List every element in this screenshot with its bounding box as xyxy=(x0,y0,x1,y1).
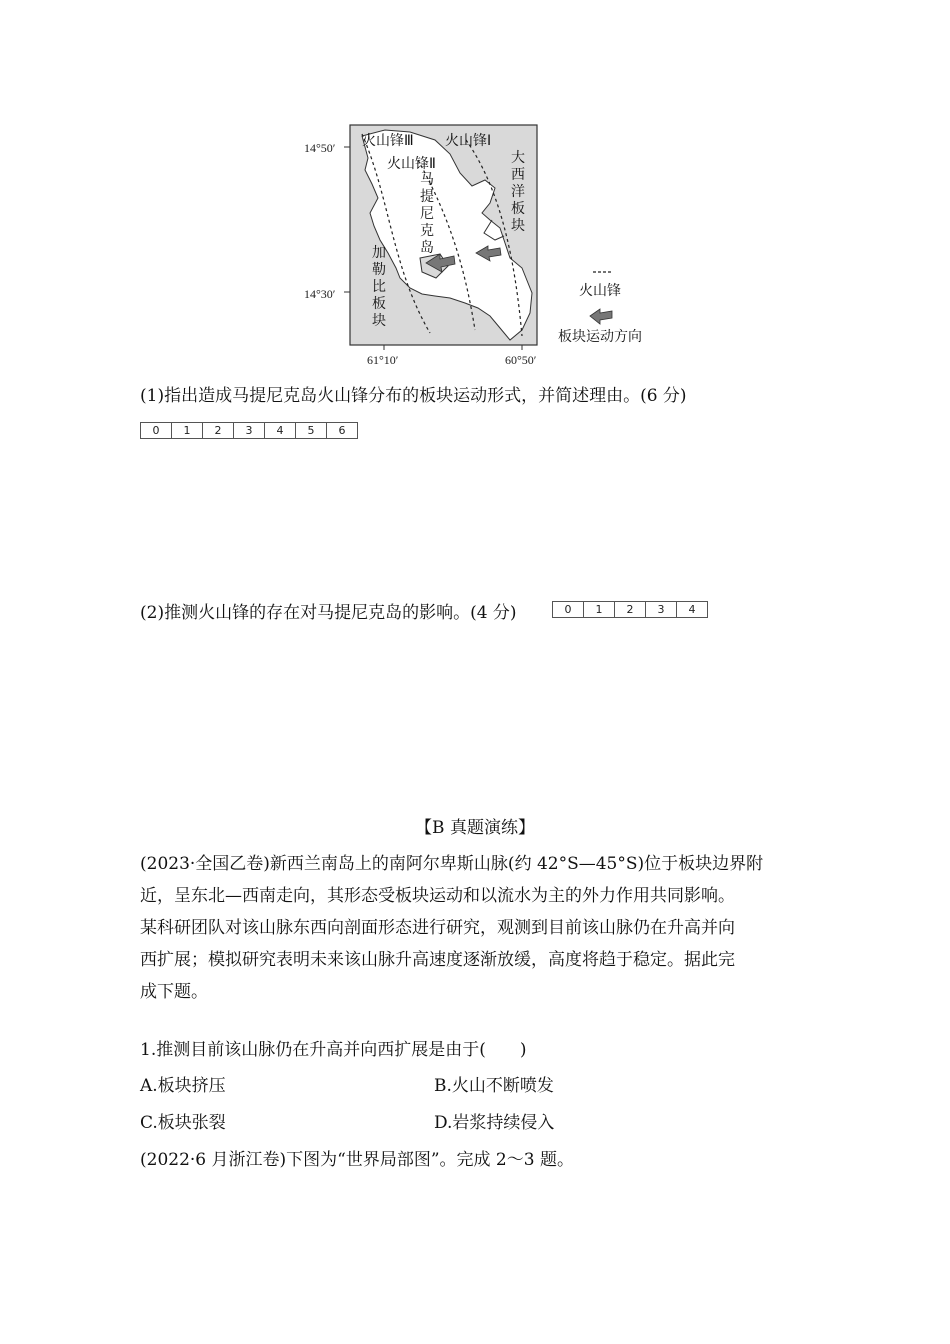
front-1-label: 火山锋Ⅰ xyxy=(445,133,492,149)
island-label: 马 提 尼 克 岛 xyxy=(420,172,434,256)
passage-line: 近，呈东北—西南走向，其形态受板块运动和以流水为主的外力作用共同影响。 xyxy=(140,886,735,906)
score-box-q2 xyxy=(552,601,708,618)
score-cell[interactable]: 3 xyxy=(646,602,677,617)
lon-label-right: 60°50′ xyxy=(505,353,537,367)
legend-front-label: 火山锋 xyxy=(579,283,621,299)
legend-arrow-swatch xyxy=(590,309,612,324)
score-cell[interactable]: 4 xyxy=(265,423,296,438)
option-d[interactable]: D.岩浆持续侵入 xyxy=(434,1113,555,1133)
question-1-text: (1)指出造成马提尼克岛火山锋分布的板块运动形式，并简述理由。(6 分) xyxy=(140,386,687,406)
lat-label-top: 14°50′ xyxy=(304,141,336,155)
martinique-map xyxy=(300,118,670,350)
score-cell[interactable]: 4 xyxy=(688,603,696,616)
score-cell[interactable]: 5 xyxy=(296,423,327,438)
score-cell[interactable]: 0 xyxy=(553,602,584,617)
score-cell[interactable]: 1 xyxy=(172,423,203,438)
score-cell[interactable]: 1 xyxy=(584,602,615,617)
passage-line: 成下题。 xyxy=(140,982,208,1002)
passage xyxy=(140,848,820,1008)
option-b[interactable]: B.火山不断喷发 xyxy=(434,1076,554,1096)
lat-label-bottom: 14°30′ xyxy=(304,287,336,301)
section-b-title: 【B 真题演练】 xyxy=(415,818,535,838)
score-cell[interactable]: 6 xyxy=(338,424,346,437)
score-box-q1 xyxy=(140,422,358,439)
score-cell[interactable]: 2 xyxy=(615,602,646,617)
question-stem: 1.推测目前该山脉仍在升高并向西扩展是由于( ) xyxy=(140,1040,527,1060)
front-2-label: 火山锋Ⅱ xyxy=(387,156,436,172)
score-cell[interactable]: 0 xyxy=(141,423,172,438)
lon-label-left: 61°10′ xyxy=(367,353,399,367)
score-cell[interactable]: 3 xyxy=(234,423,265,438)
passage-line: 西扩展；模拟研究表明未来该山脉升高速度逐渐放缓，高度将趋于稳定。据此完 xyxy=(140,950,735,970)
next-intro: (2022·6 月浙江卷)下图为“世界局部图”。完成 2～3 题。 xyxy=(140,1150,574,1170)
legend-motion-label: 板块运动方向 xyxy=(558,329,642,345)
passage-line: 某科研团队对该山脉东西向剖面形态进行研究，观测到目前该山脉仍在升高并向 xyxy=(140,918,735,938)
front-3-label: 火山锋Ⅲ xyxy=(362,133,414,149)
score-cell[interactable]: 2 xyxy=(203,423,234,438)
passage-line: (2023·全国乙卷)新西兰南岛上的南阿尔卑斯山脉(约 42°S—45°S)位于板块边界附 xyxy=(140,854,764,874)
question-2-text: (2)推测火山锋的存在对马提尼克岛的影响。(4 分) xyxy=(140,603,517,623)
option-a[interactable]: A.板块挤压 xyxy=(140,1076,226,1096)
atlantic-plate-label: 大 西 洋 板 块 xyxy=(511,150,525,234)
option-c[interactable]: C.板块张裂 xyxy=(140,1113,226,1133)
caribbean-plate-label: 加 勒 比 板 块 xyxy=(372,245,386,329)
